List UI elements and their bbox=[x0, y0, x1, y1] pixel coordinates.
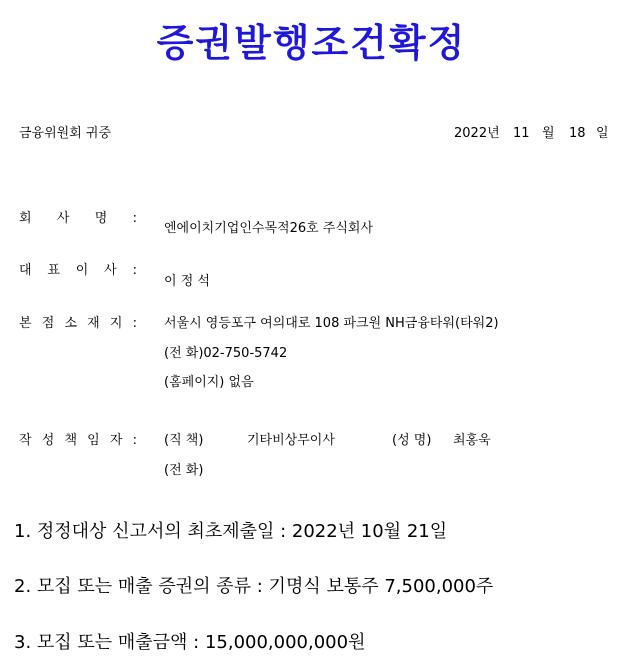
date-month-number: 11 bbox=[513, 126, 530, 141]
headquarters-phone: (전 화)02-750-5742 bbox=[164, 346, 288, 361]
label-char: 자 bbox=[109, 433, 123, 448]
label-char: 책 bbox=[64, 433, 77, 448]
label-char: : bbox=[132, 316, 137, 331]
ceo-label bbox=[19, 263, 137, 279]
date-year: 2022년 bbox=[454, 126, 500, 141]
headquarters-homepage: (홈페이지) 없음 bbox=[164, 375, 254, 390]
label-char: 본 bbox=[19, 316, 32, 331]
company-name-label bbox=[19, 211, 137, 227]
label-char: 재 bbox=[87, 316, 100, 331]
date-day-number: 18 bbox=[569, 126, 586, 141]
label-char: 대 bbox=[19, 263, 32, 278]
date-day-unit: 일 bbox=[596, 126, 609, 141]
label-char: 소 bbox=[64, 316, 77, 331]
ceo-value: 이 정 석 bbox=[164, 274, 210, 289]
label-char: : bbox=[132, 433, 137, 448]
label-char: : bbox=[132, 263, 137, 278]
label-char: 이 bbox=[75, 263, 89, 278]
label-char: 성 bbox=[41, 433, 55, 448]
label-char: 지 bbox=[109, 316, 123, 331]
document-title: 증권발행조건확정 bbox=[156, 20, 467, 65]
label-char: 임 bbox=[87, 433, 100, 448]
author-name-label: (성 명) bbox=[392, 433, 432, 448]
label-char: 사 bbox=[104, 263, 117, 278]
author-position-label: (직 책) bbox=[164, 433, 204, 448]
label-char: 표 bbox=[47, 263, 60, 278]
date-month-unit: 월 bbox=[542, 126, 555, 141]
label-char: 작 bbox=[19, 433, 32, 448]
label-char: 회 bbox=[19, 211, 32, 226]
author-phone-label: (전 화) bbox=[164, 463, 204, 478]
label-char: 명 bbox=[94, 211, 108, 226]
headquarters-address: 서울시 영등포구 여의대로 108 파크원 NH금융타워(타워2) bbox=[164, 316, 499, 331]
author-position-value: 기타비상무이사 bbox=[247, 433, 335, 448]
item-first-filing-date: 1. 정정대상 신고서의 최초제출일 : 2022년 10월 21일 bbox=[14, 521, 448, 542]
author-name-value: 최홍욱 bbox=[453, 433, 491, 448]
headquarters-label bbox=[19, 316, 137, 332]
label-char: 점 bbox=[41, 316, 55, 331]
item-offering-amount: 3. 모집 또는 매출금액 : 15,000,000,000원 bbox=[14, 632, 366, 653]
company-name-value: 엔에이치기업인수목적26호 주식회사 bbox=[164, 221, 374, 236]
label-char: 사 bbox=[56, 211, 70, 226]
item-security-type: 2. 모집 또는 매출 증권의 종류 : 기명식 보통주 7,500,000주 bbox=[14, 576, 494, 597]
author-label bbox=[19, 433, 137, 449]
label-char: : bbox=[132, 211, 137, 226]
addressee: 금융위원회 귀중 bbox=[19, 126, 112, 141]
